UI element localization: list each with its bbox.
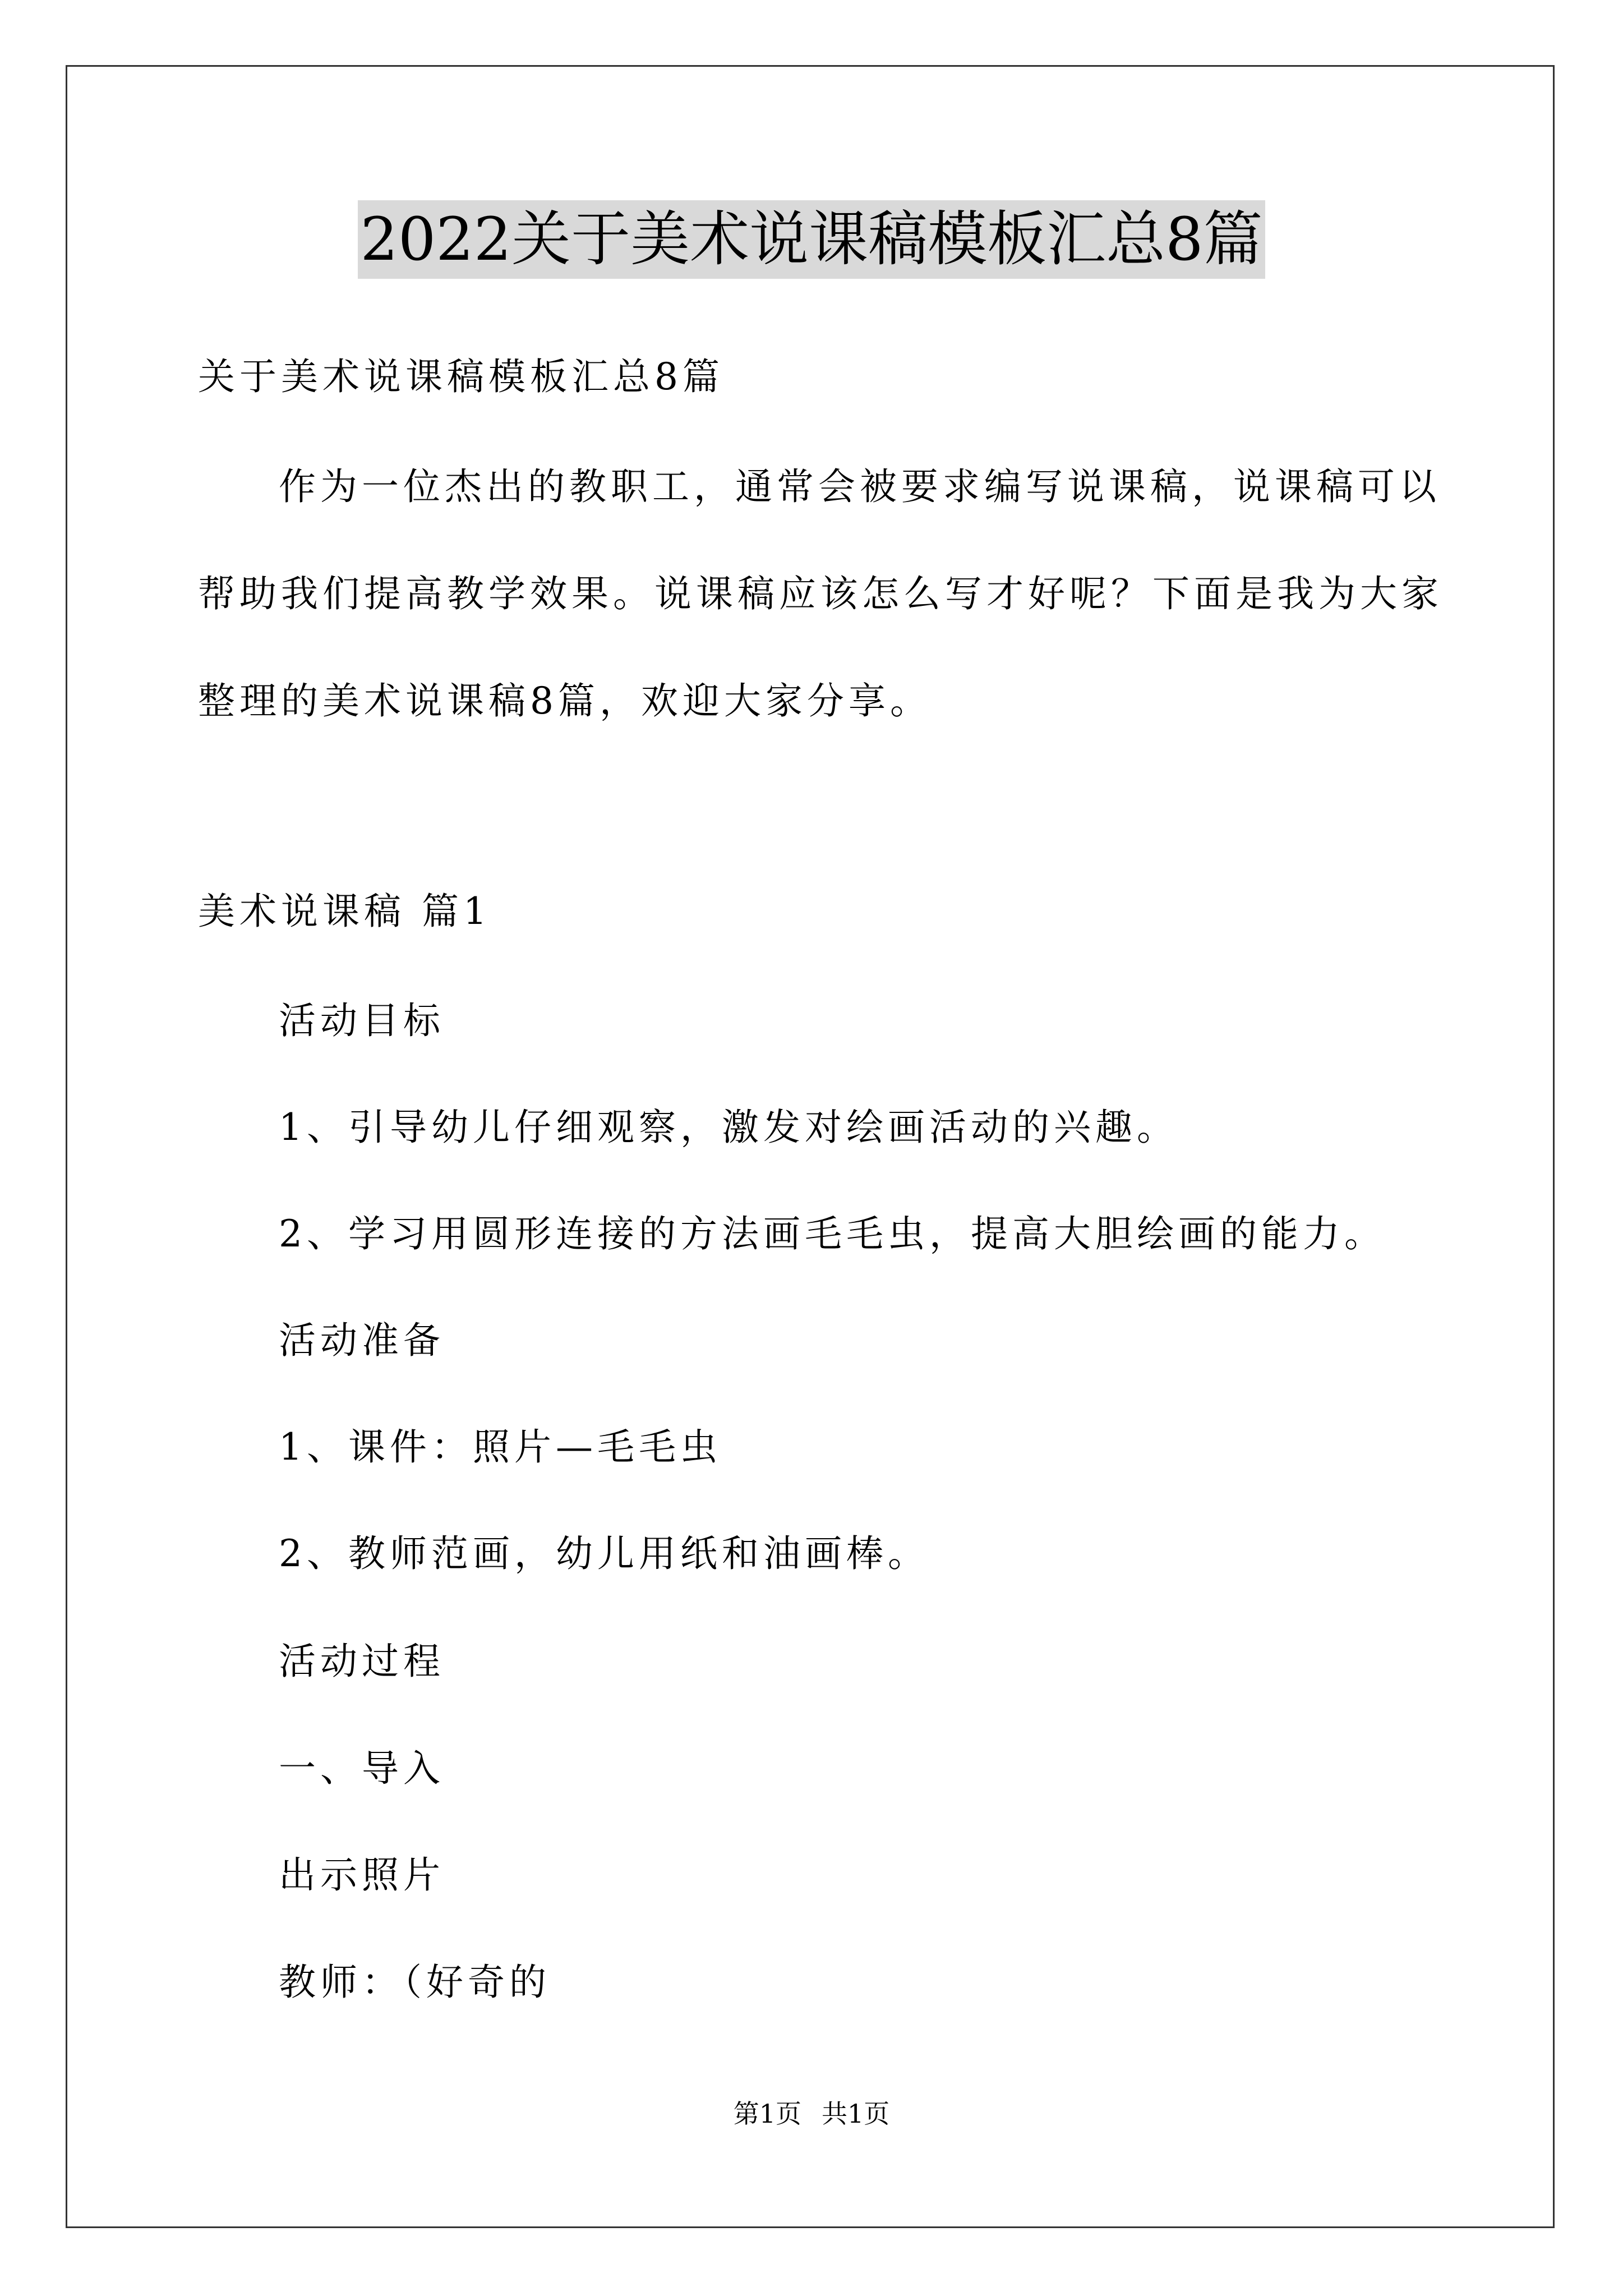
body-line: 活动准备 bbox=[279, 1319, 445, 1362]
title-container bbox=[0, 200, 1623, 279]
intro-line: 帮助我们提高教学效果。说课稿应该怎么写才好呢？下面是我为大家 bbox=[198, 572, 1443, 615]
body-line: 教师：（好奇的 bbox=[279, 1961, 551, 2004]
document-title: 2022关于美术说课稿模板汇总8篇 bbox=[358, 200, 1265, 279]
intro-line: 整理的美术说课稿8篇，欢迎大家分享。 bbox=[198, 679, 932, 723]
body-line: 活动目标 bbox=[279, 999, 445, 1042]
page-footer bbox=[0, 2097, 1623, 2131]
body-line: 1、引导幼儿仔细观察，激发对绘画活动的兴趣。 bbox=[279, 1106, 1178, 1149]
page-number-total: 共1页 bbox=[822, 2099, 890, 2129]
page-number-current: 第1页 bbox=[733, 2099, 801, 2129]
body-line: 一、导入 bbox=[279, 1747, 445, 1790]
intro-line: 作为一位杰出的教职工，通常会被要求编写说课稿，说课稿可以 bbox=[279, 465, 1441, 508]
body-line: 2、教师范画，幼儿用纸和油画棒。 bbox=[279, 1532, 929, 1575]
section-heading: 美术说课稿 篇1 bbox=[198, 890, 491, 933]
body-line: 出示照片 bbox=[279, 1853, 445, 1897]
body-line: 2、学习用圆形连接的方法画毛毛虫，提高大胆绘画的能力。 bbox=[279, 1212, 1386, 1255]
document-subtitle: 关于美术说课稿模板汇总8篇 bbox=[198, 355, 724, 398]
body-line: 1、课件：照片—毛毛虫 bbox=[279, 1425, 722, 1469]
body-line: 活动过程 bbox=[279, 1640, 445, 1683]
